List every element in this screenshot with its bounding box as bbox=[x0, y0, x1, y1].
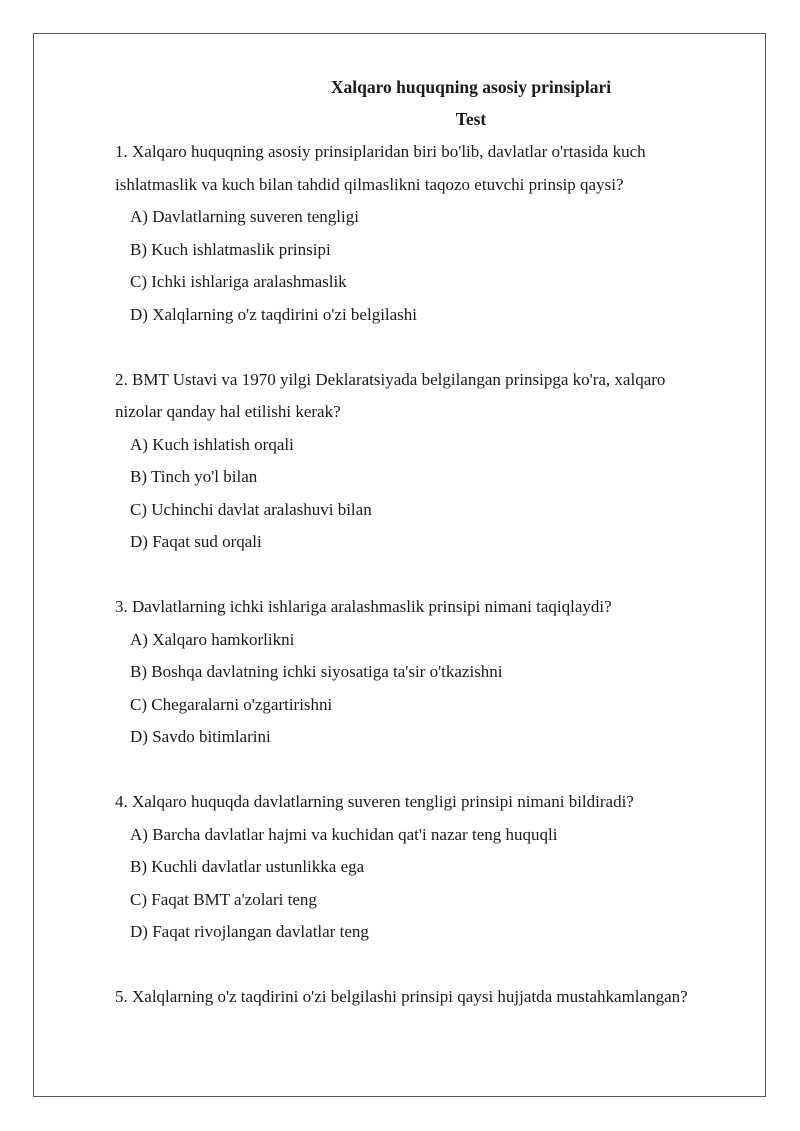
answer-option-b: B) Boshqa davlatning ichki siyosatiga ta'sir o'tkazishni bbox=[130, 662, 503, 681]
answer-option-c: C) Ichki ishlariga aralashmaslik bbox=[130, 272, 347, 291]
answer-options bbox=[115, 624, 715, 754]
answer-option-c: C) Uchinchi davlat aralashuvi bilan bbox=[130, 499, 372, 519]
answer-option-b: B) Tinch yo'l bilan bbox=[130, 467, 258, 486]
answer-option-d: D) Faqat sud orqali bbox=[130, 532, 262, 551]
answer-option-a: A) Xalqaro hamkorlikni bbox=[130, 629, 295, 649]
question-5 bbox=[115, 981, 715, 1014]
document-subtitle: Test bbox=[455, 109, 487, 129]
answer-option-a: A) Barcha davlatlar hajmi va kuchidan qat'i nazar teng huquqli bbox=[130, 824, 558, 844]
spacer bbox=[115, 559, 715, 592]
answer-option-d: D) Faqat rivojlangan davlatlar teng bbox=[130, 922, 369, 941]
spacer bbox=[115, 949, 715, 982]
answer-option-c: C) Chegaralarni o'zgartirishni bbox=[130, 694, 333, 714]
spacer bbox=[115, 331, 715, 364]
question-text: 1. Xalqaro huquqning asosiy prinsiplaridan biri bo'lib, davlatlar o'rtasida kuch ishlatmaslik va kuch bilan tahdid qilmaslikni taqozo etuvchi prinsip qaysi? bbox=[115, 142, 646, 194]
document-body bbox=[115, 72, 715, 1014]
answer-option-d: D) Xalqlarning o'z taqdirini o'zi belgilashi bbox=[130, 304, 418, 324]
answer-option-a: A) Davlatlarning suveren tengligi bbox=[130, 207, 359, 226]
answer-option-a: A) Kuch ishlatish orqali bbox=[130, 434, 294, 454]
spacer bbox=[115, 754, 715, 787]
answer-options bbox=[115, 201, 715, 331]
answer-option-b: B) Kuchli davlatlar ustunlikka ega bbox=[130, 857, 365, 876]
question-1 bbox=[115, 136, 715, 331]
question-text: 2. BMT Ustavi va 1970 yilgi Deklaratsiyada belgilangan prinsipga ko'ra, xalqaro nizolar qanday hal etilishi kerak? bbox=[115, 369, 666, 421]
question-4 bbox=[115, 786, 715, 949]
answer-option-b: B) Kuch ishlatmaslik prinsipi bbox=[130, 239, 331, 259]
question-text: 3. Davlatlarning ichki ishlariga aralashmaslik prinsipi nimani taqiqlaydi? bbox=[115, 597, 612, 616]
question-2 bbox=[115, 364, 715, 559]
document-title: Xalqaro huquqning asosiy prinsiplari bbox=[330, 77, 612, 97]
answer-options bbox=[115, 819, 715, 949]
question-text: 4. Xalqaro huquqda davlatlarning suveren tengligi prinsipi nimani bildiradi? bbox=[115, 792, 634, 811]
answer-options bbox=[115, 429, 715, 559]
answer-option-c: C) Faqat BMT a'zolari teng bbox=[130, 889, 317, 909]
question-text: 5. Xalqlarning o'z taqdirini o'zi belgilashi prinsipi qaysi hujjatda mustahkamlangan? bbox=[115, 987, 688, 1006]
question-3 bbox=[115, 591, 715, 754]
answer-option-d: D) Savdo bitimlarini bbox=[130, 727, 271, 746]
